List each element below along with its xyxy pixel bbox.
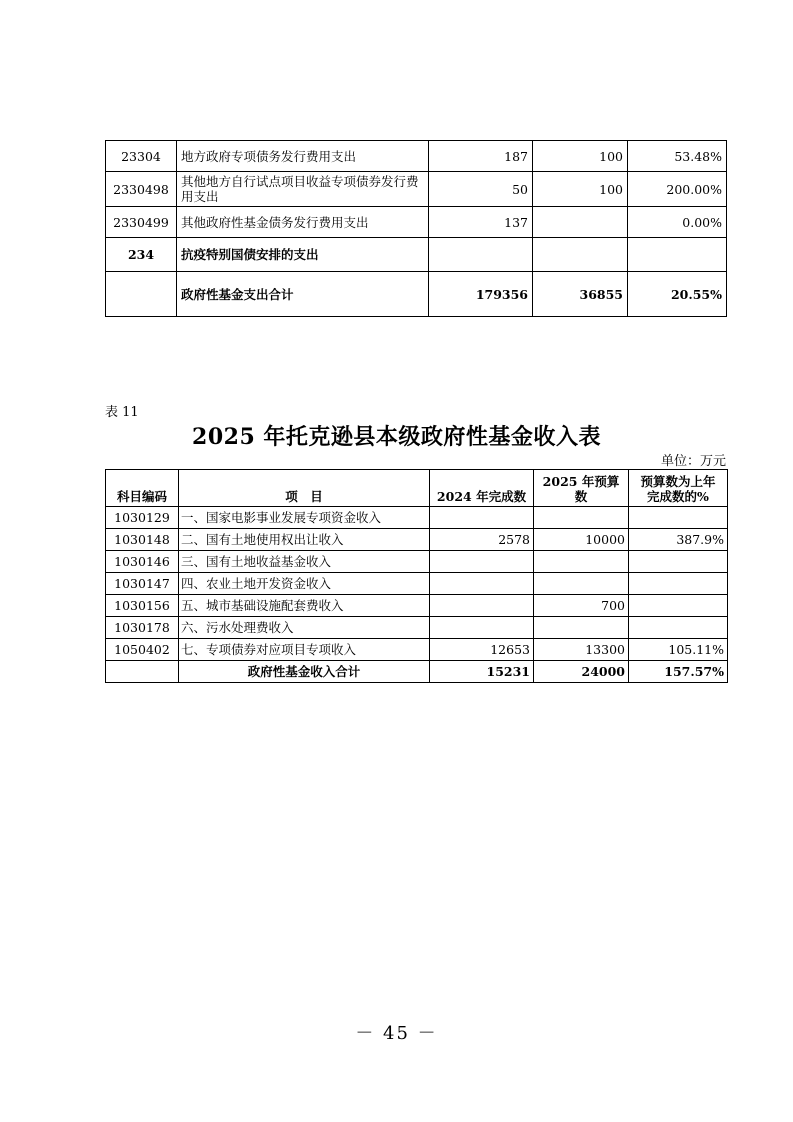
row-code: 2330498 [106, 172, 177, 207]
row-2024-value [430, 551, 534, 573]
row-item: 六、污水处理费收入 [179, 617, 430, 639]
row-2025-value [534, 573, 629, 595]
row-percent: 387.9% [629, 529, 728, 551]
row-percent: 105.11% [629, 639, 728, 661]
revenue-table [105, 469, 728, 683]
row-2025-value: 700 [534, 595, 629, 617]
header-percent [629, 470, 728, 507]
row-2025-value [534, 507, 629, 529]
row-code: 1030178 [106, 617, 179, 639]
table-row [106, 141, 727, 172]
row-code: 1030129 [106, 507, 179, 529]
row-item: 地方政府专项债务发行费用支出 [177, 141, 429, 172]
row-item: 政府性基金支出合计 [177, 272, 429, 317]
total-row [106, 272, 727, 317]
row-item: 七、专项债券对应项目专项收入 [179, 639, 430, 661]
row-2025-value [534, 617, 629, 639]
row-code: 23304 [106, 141, 177, 172]
row-item: 五、城市基础设施配套费收入 [179, 595, 430, 617]
row-2024-value [430, 595, 534, 617]
row-2025-value: 36855 [533, 272, 628, 317]
row-code: 2330499 [106, 207, 177, 238]
row-percent: 0.00% [628, 207, 727, 238]
row-2025-value: 13300 [534, 639, 629, 661]
row-percent: 53.48% [628, 141, 727, 172]
row-2024-value [429, 238, 533, 272]
table-row [106, 529, 728, 551]
header-item: 项 目 [179, 470, 430, 507]
table-number: 表 11 [105, 405, 139, 420]
row-2024-value: 187 [429, 141, 533, 172]
total-row [106, 661, 728, 683]
row-item: 其他政府性基金债务发行费用支出 [177, 207, 429, 238]
row-2025-value: 24000 [534, 661, 629, 683]
table-row [106, 238, 727, 272]
row-2024-value [430, 617, 534, 639]
table-row [106, 617, 728, 639]
row-code: 1030147 [106, 573, 179, 595]
table-row [106, 595, 728, 617]
row-percent: 157.57% [629, 661, 728, 683]
row-item: 其他地方自行试点项目收益专项债券发行费用支出 [177, 172, 429, 207]
row-item: 三、国有土地收益基金收入 [179, 551, 430, 573]
unit-label: 单位：万元 [660, 454, 726, 469]
row-percent [629, 595, 728, 617]
header-code: 科目编码 [106, 470, 179, 507]
row-item: 政府性基金收入合计 [179, 661, 430, 683]
row-code: 1030156 [106, 595, 179, 617]
row-code: 234 [106, 238, 177, 272]
row-code: 1030146 [106, 551, 179, 573]
header-2025: 2025 年预算数 [534, 470, 629, 507]
header-percent-line1: 预算数为上年 [640, 474, 716, 489]
row-item: 一、国家电影事业发展专项资金收入 [179, 507, 430, 529]
table-row [106, 639, 728, 661]
row-2024-value: 12653 [430, 639, 534, 661]
row-percent [629, 551, 728, 573]
row-percent: 20.55% [628, 272, 727, 317]
page-number: － 45 － [355, 1023, 438, 1044]
expenditure-table [105, 140, 727, 317]
row-percent [629, 573, 728, 595]
table-row [106, 551, 728, 573]
row-2025-value: 100 [533, 141, 628, 172]
row-item: 二、国有土地使用权出让收入 [179, 529, 430, 551]
row-code: 1030148 [106, 529, 179, 551]
row-2025-value [534, 551, 629, 573]
table-row [106, 573, 728, 595]
table-row [106, 207, 727, 238]
page-title: 2025 年托克逊县本级政府性基金收入表 [192, 424, 601, 450]
row-2024-value: 2578 [430, 529, 534, 551]
row-percent [629, 507, 728, 529]
row-2025-value [533, 207, 628, 238]
row-item: 抗疫特别国债安排的支出 [177, 238, 429, 272]
row-2025-value: 10000 [534, 529, 629, 551]
row-percent [628, 238, 727, 272]
row-code: 1050402 [106, 639, 179, 661]
header-percent-line2: 完成数的% [647, 489, 709, 504]
row-2024-value [430, 573, 534, 595]
row-code [106, 661, 179, 683]
row-percent: 200.00% [628, 172, 727, 207]
row-2024-value [430, 507, 534, 529]
row-item: 四、农业土地开发资金收入 [179, 573, 430, 595]
row-2024-value: 15231 [430, 661, 534, 683]
row-code [106, 272, 177, 317]
row-2025-value: 100 [533, 172, 628, 207]
row-2025-value [533, 238, 628, 272]
row-2024-value: 137 [429, 207, 533, 238]
table-row [106, 507, 728, 529]
table-header [106, 470, 728, 507]
row-2024-value: 179356 [429, 272, 533, 317]
row-percent [629, 617, 728, 639]
table-row [106, 172, 727, 207]
row-2024-value: 50 [429, 172, 533, 207]
header-2024: 2024 年完成数 [430, 470, 534, 507]
